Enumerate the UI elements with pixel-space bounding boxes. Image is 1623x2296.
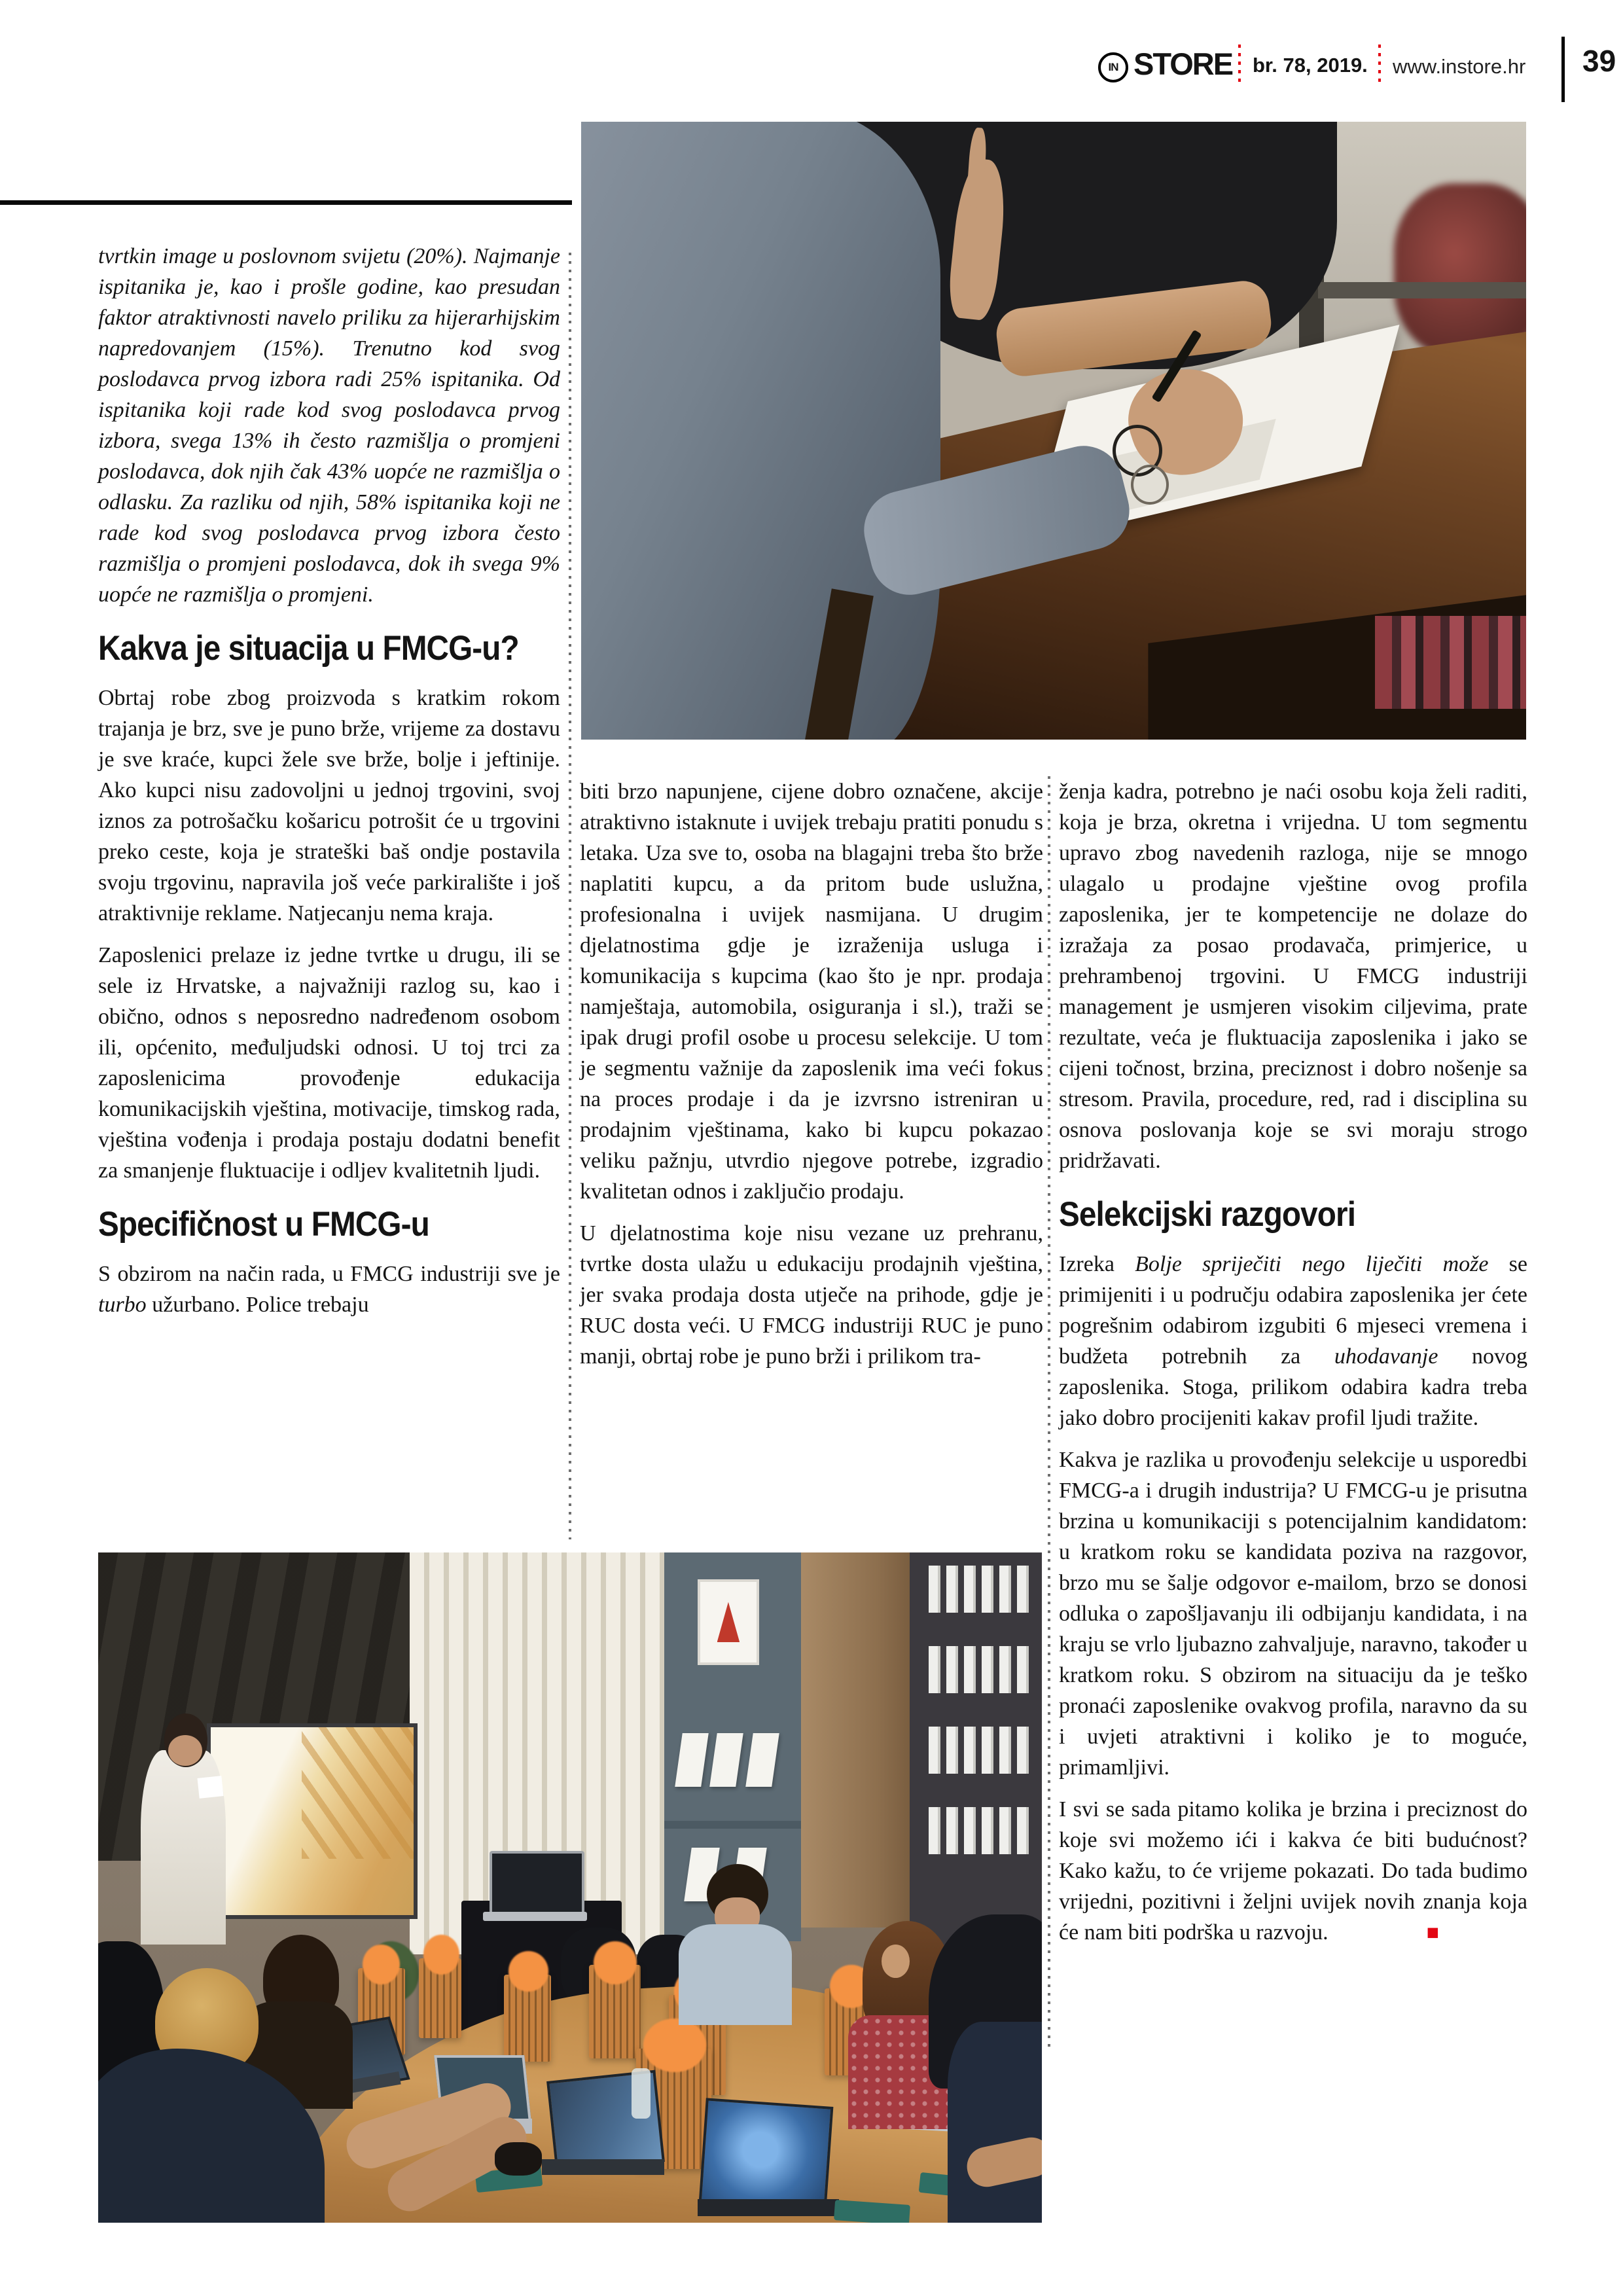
photo-meeting-room-training — [98, 1552, 1042, 2223]
wooden-door — [801, 1552, 910, 1928]
article-column-left — [98, 241, 560, 1331]
article-paragraph: S obzirom na način rada, u FMCG industriji sve je turbo užurbano. Police trebaju — [98, 1262, 560, 1317]
car-silhouette — [1394, 183, 1526, 356]
article-paragraph: biti brzo napunjene, cijene dobro označene, akcije atraktivno istaknute i uvijek trebaju pratiti ponudu s letaka. Uza sve to, osoba na blagajni treba što brže naplatiti kupcu, a da pritom bude uslužna, profesionalna i uvijek nasmijana. U drugim djelatnostima gdje je izraženija usluga i komunikacija s kupcima (kao što je npr. prodaja namještaja, automobila, osiguranja i sl.), traži se ipak drugi profil osobe u procesu selekcije. U tom je segmentu važnije da zaposlenik ima veći fokus na proces prodaje i da je izvrsno istreniran u prodajnim vještinama, kako bi kupcu pokazao veliku pažnju, utvrdio njegove potrebe, izgradio kvalitetan odnos i zaključio prodaju. — [580, 780, 1043, 1204]
macbook-base — [483, 1912, 587, 1921]
article-paragraph: Kakva je razlika u provođenju selekcije u usporedbi FMCG-a i drugih industrija? U FMCG-u je prisutna brzina u komunikaciji s potencijalnim kandidatom: u kratkom roku se kandidata poziva na razgovor, brzo mu se šalje odgovor e-mailom, brzo se donosi odluka o zapošljavanju ili odbijanju kandidata, i na kraju se vrlo ljubazno zahvaljuje, naravno, također u kratkom roku. S obzirom na situaciju da je teško pronaći zaposlenike ovakvog profila, naravno da su i uvjeti atraktivni i koliko je to moguće, primamljivi. — [1059, 1448, 1527, 1780]
projection-screen — [207, 1723, 418, 1919]
shelf-edge — [664, 1821, 801, 1829]
article-end-mark: ■ — [1426, 1920, 1439, 1944]
slide-graphics — [302, 1727, 414, 1859]
magazine-logo-word: STORE — [1133, 46, 1233, 81]
section-heading: Kakva je situacija u FMCG-u? — [98, 629, 519, 668]
binders-row — [929, 1566, 1033, 1613]
article-paragraph: Izreka Bolje spriječiti nego liječiti može se primijeniti i u području odabira zaposlenika jer ćete pogrešnim odabirom izgubiti 6 mjeseci vremena i budžeta potrebnih za uhodavanje novog zaposlenika. Stoga, prilikom odabira kadra treba jako dobro procijeniti kakav profil ljudi tražite. — [1059, 1252, 1527, 1430]
section-heading: Specifičnost u FMCG-u — [98, 1205, 429, 1244]
laptop-base — [542, 2159, 664, 2176]
laptop-base — [698, 2199, 839, 2216]
laptop-screen — [698, 2098, 833, 2212]
header-vertical-rule — [1561, 37, 1565, 102]
instore-logo-icon: IN — [1098, 52, 1128, 82]
attendee-woman-face — [882, 1945, 910, 1978]
issue-number: br. 78, 2019. — [1253, 54, 1368, 77]
top-rule — [0, 200, 572, 205]
header-divider-dots — [1238, 45, 1241, 86]
header-divider-dots — [1378, 45, 1381, 86]
book-spines — [1375, 616, 1526, 709]
column-separator-dots — [569, 253, 571, 1539]
foreground-person — [948, 2022, 1042, 2223]
binders-row — [929, 1807, 1033, 1854]
sneaker — [495, 2142, 542, 2176]
presenter-badge — [197, 1776, 223, 1798]
water-bottle — [632, 2068, 651, 2119]
frame-artwork — [717, 1602, 740, 1642]
tissue-paper — [508, 1951, 548, 1991]
tissue-paper — [423, 1935, 459, 1975]
picture-frame — [698, 1579, 760, 1665]
wrist-bracelet — [1131, 465, 1168, 505]
article-paragraph: ženja kadra, potrebno je naći osobu koja želi raditi, koja je brza, okretna i vrijedna. U tom segmentu upravo zbog navedenih razloga, nije se mnogo ulagalo u prodajne vještine ovog profila zaposlenika, jer te kompetencije ne dolaze do izražaja za posao prodavača, primjerice, u prehrambenoj trgovini. U FMCG industriji management je usmjeren visokim ciljevima, prate rezultate, veća je fluktuacija zaposlenika i jako se cijeni točnost, brzina, preciznost i dobro nošenje sa stresom. Pravila, procedure, red, rad i disciplina su osnova poslovanja koje se svi moraju strogo pridržavati. — [1059, 780, 1527, 1173]
macbook-screen — [490, 1851, 584, 1916]
person-gray-shirt — [581, 122, 940, 740]
section-heading: Selekcijski razgovori — [1059, 1195, 1356, 1234]
article-paragraph: Obrtaj robe zbog proizvoda s kratkim rokom trajanja je brz, sve je puno brže, vrijeme za dostavu je sve kraće, kupci žele sve brže, bolje i jeftinije. Ako kupci nisu zadovoljni u jednoj trgovini, svoj iznos za potrošačku košaricu potrošit će u trgovini preko ceste, koja je strateški baš ondje postavila svoju trgovinu, napravila još veće parkiralište i još atraktivnije reklame. Natjecanju nema kraja. — [98, 686, 560, 925]
page-number: 39 — [1582, 44, 1616, 78]
article-paragraph: U djelatnostima koje nisu vezane uz prehranu, tvrtke dosta ulažu u edukaciju prodajnih vještina, jer svaka prodaja dosta utječe na prihode, gdje je RUC dosta veći. U FMCG industriji RUC je puno manji, obrtaj robe je puno brži i prilikom tra- — [580, 1221, 1043, 1369]
presenter-face — [168, 1735, 202, 1766]
article-paragraph: Zaposlenici prelaze iz jedne tvrtke u drugu, ili se sele iz Hrvatske, a najvažniji razlog su, kao i obično, odnos s neposredno nadređenom osobom ili, općenito, međuljudski odnosi. U toj trci za zaposlenicima provođenje edukacija komunikacijskih vještina, motivacije, timskog rada, vještina vođenja i prodaja postaju dodatni benefit za smanjenje fluktuacije i odljev kvalitetnih ljudi. — [98, 943, 560, 1183]
window-rail — [1318, 282, 1526, 298]
magazine-website: www.instore.hr — [1393, 55, 1526, 78]
article-paragraph: tvrtkin image u poslovnom svijetu (20%). Najmanje ispitanika je, kao i prošle godine, kao presudan faktor atraktivnosti navelo priliku za hijerarhijskim napredovanjem (15%). Trenutno kod svog poslodavca prvog izbora radi 25% ispitanika. Od ispitanika koji rade kod svog poslodavca prvog izbora, svega 13% ih često razmišlja o promjeni poslodavca, dok njih čak 43% uopće ne razmišlja o odlasku. Za razliku od njih, 58% ispitanika koji ne rade kod svog poslodavca prvog izbora često razmišlja o promjeni poslodavca, dok ih svega 9% uopće ne razmišlja o promjeni. — [98, 244, 560, 607]
photo-business-meeting — [581, 122, 1526, 740]
article-paragraph: I svi se sada pitamo kolika je brzina i preciznost do koje svi možemo ići i kakva će biti budućnost? Kako kažu, to će vrijeme pokazati. Do tada budimo vrijedni, pozitivni i željni uvijek novih znanja koja će nam biti podrška u razvoju. ■ — [1059, 1797, 1527, 1945]
column-separator-dots — [1048, 776, 1050, 2053]
attendee-man-shirt — [679, 1924, 792, 2025]
binders-row — [929, 1727, 1033, 1774]
tissue-paper — [643, 2018, 705, 2072]
binders-row — [929, 1646, 1033, 1693]
article-column-right — [1059, 776, 1527, 1959]
article-column-middle — [580, 776, 1043, 1383]
